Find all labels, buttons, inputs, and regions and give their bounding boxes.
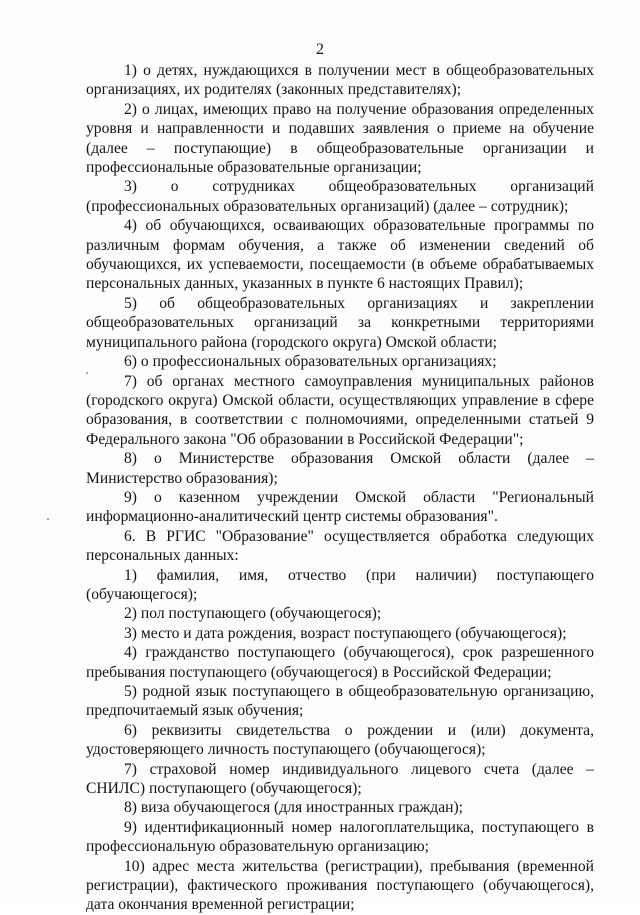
list-item: 1) фамилия, имя, отчество (при наличии) поступающего (обучающегося); <box>86 566 594 603</box>
scan-speck <box>86 372 88 374</box>
section-heading-paragraph: 6. В РГИС "Образование" осуществляется обработка следующих персональных данных: <box>86 527 594 565</box>
list-item: 5) об общеобразовательных организациях и закреплении общеобразовательных организаций за конкретными территориями муниципального района (городского округа) Омской области; <box>86 294 594 351</box>
list-item: 5) родной язык поступающего в общеобразовательную организацию, предпочитаемый язык обучения; <box>86 683 594 720</box>
list-item: 2) о лицах, имеющих право на получение образования определенных уровня и направленности и подавших заявления о приеме на обучение (далее – поступающие) в общеобразовательные организации и профессиональные образовательные организации; <box>86 100 594 177</box>
document-body <box>86 61 594 915</box>
list-item: 3) место и дата рождения, возраст поступающего (обучающегося); <box>124 624 567 642</box>
list-item: 4) об обучающихся, осваивающих образовательные программы по различным формам обучения, а также об изменении сведений об обучающихся, их успеваемости, посещаемости (в объеме обрабатываемых персональных данных, указанных в пункте 6 настоящих Правил); <box>86 217 594 293</box>
list-item: 10) адрес места жительства (регистрации), пребывания (временной регистрации), фактического проживания поступающего (обучающегося), дата окончания временной регистрации; <box>86 857 594 914</box>
list-item: 8) о Министерстве образования Омской области (далее – Министерство образования); <box>86 450 594 487</box>
page-number: 2 <box>316 41 324 58</box>
list-item: 9) о казенном учреждении Омской области "Региональный информационно-аналитический центр системы образования". <box>86 488 594 526</box>
list-item: 1) о детях, нуждающихся в получении мест в общеобразовательных организациях, их родителях (законных представителях); <box>86 62 594 99</box>
list-item: 2) пол поступающего (обучающегося); <box>124 605 382 623</box>
scan-speck <box>47 518 49 520</box>
list-item: 6) реквизиты свидетельства о рождении и (или) документа, удостоверяющего личность поступающего (обучающегося); <box>86 721 594 759</box>
list-item: 6) о профессиональных образовательных организациях; <box>124 353 497 371</box>
list-item: 4) гражданство поступающего (обучающегося), срок разрешенного пребывания поступающего (обучающегося) в Российской Федерации; <box>86 644 594 681</box>
list-item: 3) о сотрудниках общеобразовательных организаций (профессиональных образовательных организаций) (далее – сотрудник); <box>86 178 594 215</box>
list-item: 7) страховой номер индивидуального лицевого счета (далее – СНИЛС) поступающего (обучающегося); <box>86 760 594 798</box>
list-item: 7) об органах местного самоуправления муниципальных районов (городского округа) Омской области, осуществляющих управление в сфере образования, в соответствии с полномочиями, определенными статьей 9 Федерального закона "Об образовании в Российской Федерации"; <box>86 372 594 448</box>
list-item: 8) виза обучающегося (для иностранных граждан); <box>124 799 464 817</box>
list-item: 9) идентификационный номер налогоплательщика, поступающего в профессиональную образовательную организацию; <box>86 818 594 856</box>
